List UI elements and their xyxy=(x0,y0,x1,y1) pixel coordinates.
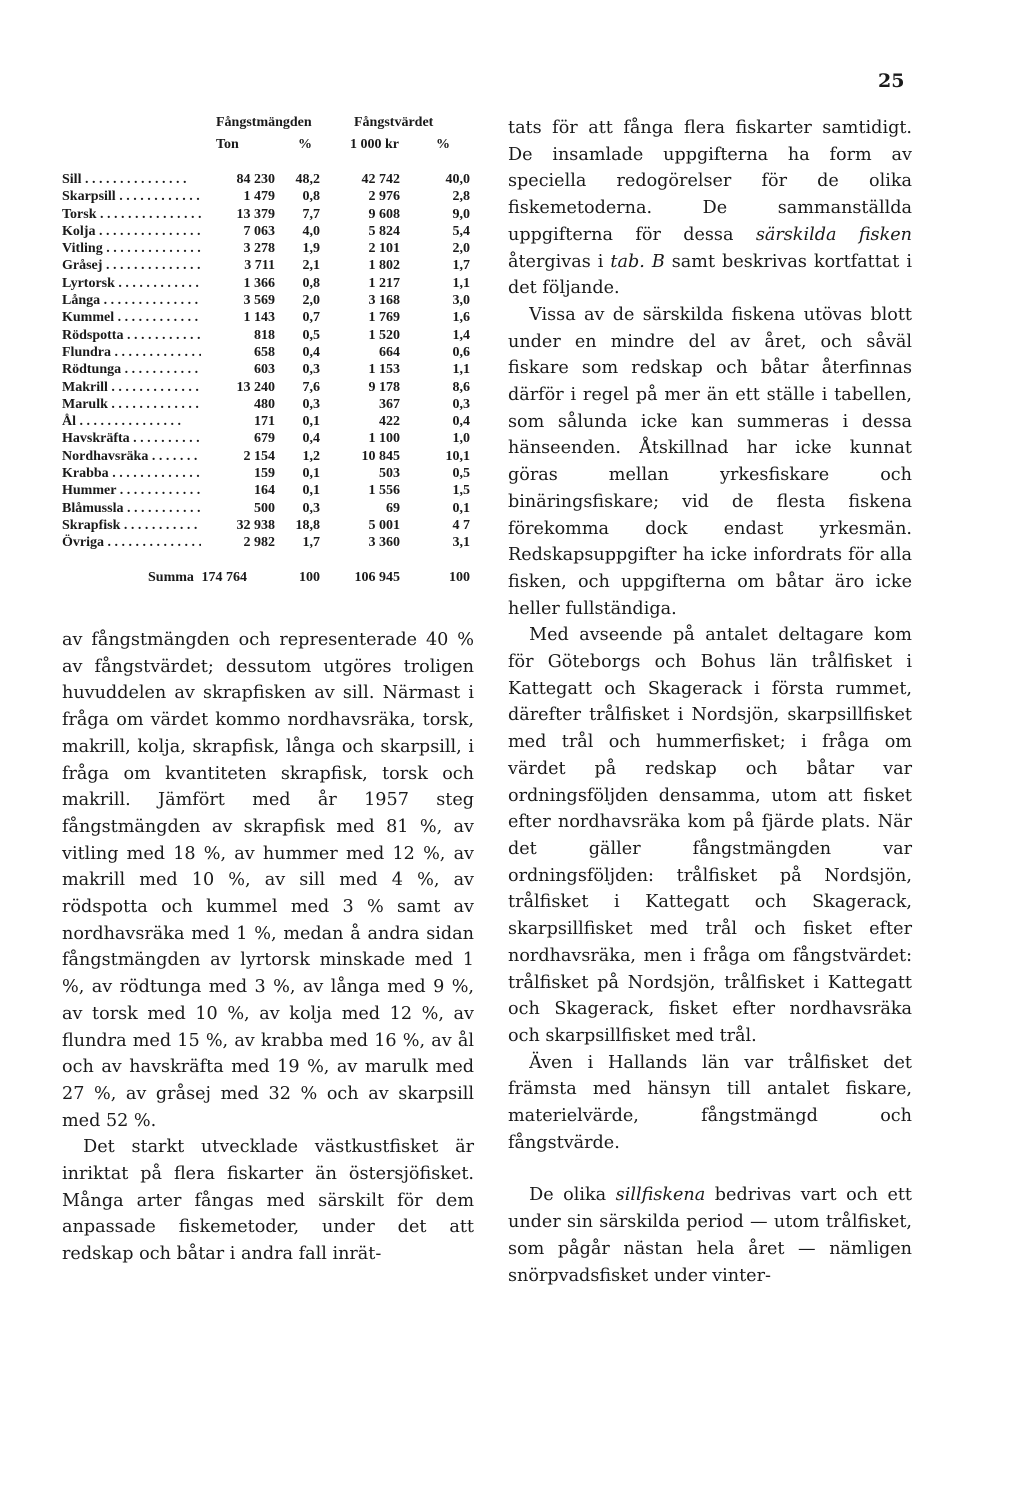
species-name: Torsk . . . xyxy=(62,206,202,223)
catch-ton: 32 938 xyxy=(201,517,275,534)
catch-ton: 3 278 xyxy=(201,240,275,257)
value-percent: 0,4 xyxy=(452,414,470,430)
table-row xyxy=(62,344,470,361)
value-percent: 40,0 xyxy=(445,172,470,187)
catch-ton: 2 154 xyxy=(201,448,275,465)
value-percent: 1,1 xyxy=(452,362,470,378)
species-name: Övriga . . . xyxy=(62,534,202,551)
value-thousand-kr: 1 520 xyxy=(368,327,400,343)
catch-ton: 1 479 xyxy=(201,188,275,205)
value-percent: 0,5 xyxy=(452,466,470,482)
catch-percent: 0,3 xyxy=(302,362,320,378)
header-catch-amount: Fångstmängden xyxy=(216,115,312,130)
species-name: Långa . . . xyxy=(62,292,202,309)
right-text-column xyxy=(508,115,912,1289)
sum-percent-value: 100 xyxy=(449,569,470,585)
paragraph: av fångstmängden och representerade 40 % av fångstvärdet; dessutom utgöres troligen huvuddelen av skrapfisken av sill. Närmast i fråga om värdet kommo nordhavsräka, torsk, makrill, kolja, skrapfisk, långa och skarpsill, i fråga om kvantiteten skrapfisk, torsk och makrill. Jämfört med år 1957 steg fångstmängden av skrapfisk med 81 %, av vitling med 18 %, av hummer med 12 %, av makrill med 10 %, av sill med 4 %, av rödspotta och kummel med 3 % samt av nordhavsräka med 1 %, medan å andra sidan fångstmängden av lyrtorsk minskade med 1 %, av rödtunga med 3 %, av långa med 9 %, av torsk med 10 %, av kolja med 12 %, av flundra med 15 %, av krabba med 16 %, av ål och av havskräfta med 19 %, av marulk med 27 %, av gråsej med 32 % och av skarpsill med 52 %. xyxy=(62,630,474,1131)
paragraph xyxy=(508,115,912,302)
catch-percent: 0,7 xyxy=(302,310,320,326)
value-percent: 3,1 xyxy=(452,535,470,551)
value-thousand-kr: 3 360 xyxy=(368,535,400,551)
catch-ton: 13 379 xyxy=(201,206,275,223)
species-name: Nordhavsräka . . . xyxy=(62,448,202,465)
species-name: Kolja . . . xyxy=(62,223,202,240)
species-name: Sill . . . xyxy=(62,171,202,188)
table-row xyxy=(62,171,470,188)
species-name: Rödspotta . . . xyxy=(62,327,202,344)
value-thousand-kr: 1 217 xyxy=(368,275,400,291)
catch-percent: 0,4 xyxy=(302,344,320,360)
species-name: Skarpsill . . . xyxy=(62,188,202,205)
catch-percent: 1,9 xyxy=(302,241,320,257)
value-percent: 2,8 xyxy=(452,189,470,205)
value-percent: 0,6 xyxy=(452,344,470,360)
species-name: Havskräfta . . . xyxy=(62,430,202,447)
catch-percent: 1,7 xyxy=(302,535,320,551)
table-row xyxy=(62,517,470,534)
table-sum-row xyxy=(62,570,470,590)
value-thousand-kr: 1 769 xyxy=(368,310,400,326)
species-name: Krabba . . . xyxy=(62,465,202,482)
table-row xyxy=(62,327,470,344)
catch-percent: 18,8 xyxy=(295,517,320,533)
table-row xyxy=(62,257,470,274)
table-row xyxy=(62,448,470,465)
italic-term: särskilda fisken xyxy=(755,224,912,245)
catch-ton: 13 240 xyxy=(201,379,275,396)
header-percent-amount: % xyxy=(298,137,312,152)
header-ton: Ton xyxy=(216,137,239,152)
table-row xyxy=(62,379,470,396)
catch-ton: 500 xyxy=(201,500,275,517)
catch-ton: 1 366 xyxy=(201,275,275,292)
catch-percent: 0,1 xyxy=(302,414,320,430)
header-percent-value: % xyxy=(436,137,450,152)
species-name: Vitling . . . xyxy=(62,240,202,257)
catch-percent: 0,8 xyxy=(302,275,320,291)
catch-percent: 0,4 xyxy=(302,431,320,447)
catch-ton: 164 xyxy=(201,482,275,499)
catch-ton: 171 xyxy=(201,413,275,430)
value-percent: 1,6 xyxy=(452,310,470,326)
species-name: Rödtunga . . . xyxy=(62,361,202,378)
catch-ton: 603 xyxy=(201,361,275,378)
sum-label: Summa xyxy=(148,569,194,585)
value-percent: 10,1 xyxy=(445,448,470,464)
catch-ton: 1 143 xyxy=(201,309,275,326)
catch-percent: 2,0 xyxy=(302,293,320,309)
value-thousand-kr: 10 845 xyxy=(361,448,400,464)
table-header-units xyxy=(62,137,470,159)
catch-percent: 0,1 xyxy=(302,466,320,482)
sum-percent-amount: 100 xyxy=(299,569,320,585)
value-thousand-kr: 422 xyxy=(379,414,400,430)
species-name: Gråsej . . . xyxy=(62,257,202,274)
catch-ton: 84 230 xyxy=(201,171,275,188)
value-thousand-kr: 367 xyxy=(379,396,400,412)
value-thousand-kr: 503 xyxy=(379,466,400,482)
table-row xyxy=(62,430,470,447)
value-thousand-kr: 2 976 xyxy=(368,189,400,205)
catch-percent: 4,0 xyxy=(302,223,320,239)
catch-percent: 2,1 xyxy=(302,258,320,274)
catch-percent: 1,2 xyxy=(302,448,320,464)
table-row xyxy=(62,534,470,551)
italic-term: tab. B xyxy=(610,251,665,272)
value-thousand-kr: 42 742 xyxy=(361,172,400,187)
left-text-column xyxy=(62,627,474,1268)
value-thousand-kr: 1 802 xyxy=(368,258,400,274)
species-name: Skrapfisk . . . xyxy=(62,517,202,534)
catch-percent: 48,2 xyxy=(295,172,320,187)
species-name: Ål . . . xyxy=(62,413,202,430)
value-thousand-kr: 5 824 xyxy=(368,223,400,239)
catch-ton: 2 982 xyxy=(201,534,275,551)
species-name: Makrill . . . xyxy=(62,379,202,396)
value-thousand-kr: 3 168 xyxy=(368,293,400,309)
value-percent: 1,0 xyxy=(452,431,470,447)
paragraph: Med avseende på antalet deltagare kom för Göteborgs och Bohus län trålfisket i Kattegatt och Skagerack i första rummet, därefter trålfisket i Nordsjön, skarpsillfisket med trål och hummerfisket; i fråga om värdet på redskap och båtar var ordningsföljden densamma, utom att fisket efter nordhavsräka kom på fjärde plats. När det gäller fångstmängden var ordningsföljden: trålfisket på Nordsjön, trålfisket i Kattegatt och Skagerack, skarpsillfisket med trål och fisket efter nordhavsräka, men i fråga om fångstvärdet: trålfisket på Nordsjön, trålfisket i Kattegatt och Skagerack, fisket efter nordhavsräka och skarpsillfisket med trål. xyxy=(508,625,912,1046)
paragraph xyxy=(508,1182,912,1289)
value-percent: 4 7 xyxy=(452,517,470,533)
header-catch-value: Fångstvärdet xyxy=(354,115,434,130)
table-row xyxy=(62,361,470,378)
catch-table xyxy=(62,115,470,590)
value-thousand-kr: 9 608 xyxy=(368,206,400,222)
species-name: Hummer . . . xyxy=(62,482,202,499)
header-thousand-kr: 1 000 kr xyxy=(350,137,399,152)
catch-ton: 480 xyxy=(201,396,275,413)
species-name: Lyrtorsk . . . xyxy=(62,275,202,292)
paragraph: Det starkt utvecklade västkustfisket är inriktat på flera fiskarter än östersjöfisket. Många arter fångas med särskilt för dem anpassade fiskemetoder, under det att redskap och båtar i andra fall inrät- xyxy=(62,1137,474,1265)
value-thousand-kr: 69 xyxy=(386,500,400,516)
table-row xyxy=(62,396,470,413)
value-percent: 1,5 xyxy=(452,483,470,499)
page-number: 25 xyxy=(878,70,905,92)
table-row xyxy=(62,500,470,517)
value-percent: 0,1 xyxy=(452,500,470,516)
table-row xyxy=(62,223,470,240)
text-run: tats för att fånga flera fiskarter samtidigt. De insamlade uppgifterna ha form av speciella redogörelser för de olika fiskemetoderna. De sammanställda uppgifterna för dessa xyxy=(508,118,912,245)
value-percent: 3,0 xyxy=(452,293,470,309)
value-thousand-kr: 664 xyxy=(379,344,400,360)
table-row xyxy=(62,292,470,309)
text-run: återgivas i xyxy=(508,251,611,272)
value-percent: 1,1 xyxy=(452,275,470,291)
text-run: De olika xyxy=(529,1185,616,1206)
value-percent: 2,0 xyxy=(452,241,470,257)
catch-percent: 0,3 xyxy=(302,396,320,412)
value-percent: 8,6 xyxy=(452,379,470,395)
catch-percent: 7,7 xyxy=(302,206,320,222)
value-thousand-kr: 9 178 xyxy=(368,379,400,395)
value-percent: 9,0 xyxy=(452,206,470,222)
catch-ton: 679 xyxy=(201,430,275,447)
species-name: Flundra . . . xyxy=(62,344,202,361)
text-run: bedrivas vart och ett under sin särskilda period — utom trålfisket, som pågår nästan hela året — nämligen snörpvadsfisket under vinter- xyxy=(508,1185,912,1286)
italic-term: sillfiskena xyxy=(615,1185,706,1206)
table-row xyxy=(62,275,470,292)
table-header-groups xyxy=(62,115,470,137)
table-row xyxy=(62,206,470,223)
catch-percent: 0,8 xyxy=(302,189,320,205)
sum-thousand-kr: 106 945 xyxy=(354,569,400,585)
catch-ton: 3 569 xyxy=(201,292,275,309)
value-thousand-kr: 1 100 xyxy=(368,431,400,447)
value-thousand-kr: 1 556 xyxy=(368,483,400,499)
catch-percent: 0,5 xyxy=(302,327,320,343)
table-row xyxy=(62,413,470,430)
table-row xyxy=(62,188,470,205)
table-row xyxy=(62,240,470,257)
value-percent: 1,7 xyxy=(452,258,470,274)
catch-percent: 7,6 xyxy=(302,379,320,395)
table-row xyxy=(62,482,470,499)
catch-percent: 0,1 xyxy=(302,483,320,499)
species-name: Blåmussla . . . xyxy=(62,500,202,517)
catch-ton: 159 xyxy=(201,465,275,482)
value-percent: 5,4 xyxy=(452,223,470,239)
text-run: samt beskrivas kortfattat i det följande. xyxy=(508,251,912,299)
catch-ton: 3 711 xyxy=(201,257,275,274)
value-percent: 1,4 xyxy=(452,327,470,343)
catch-ton: 7 063 xyxy=(201,223,275,240)
species-name: Marulk . . . xyxy=(62,396,202,413)
value-percent: 0,3 xyxy=(452,396,470,412)
species-name: Kummel . . . xyxy=(62,309,202,326)
catch-ton: 658 xyxy=(201,344,275,361)
table-row xyxy=(62,465,470,482)
catch-ton: 818 xyxy=(201,327,275,344)
value-thousand-kr: 2 101 xyxy=(368,241,400,257)
value-thousand-kr: 5 001 xyxy=(368,517,400,533)
value-thousand-kr: 1 153 xyxy=(368,362,400,378)
table-row xyxy=(62,309,470,326)
table-body xyxy=(62,171,470,552)
paragraph: Även i Hallands län var trålfisket det främsta med hänsyn till antalet fiskare, materielvärde, fångstmängd och fångstvärde. xyxy=(508,1052,912,1153)
paragraph: Vissa av de särskilda fiskena utövas blott under en mindre del av året, och såväl fiskare som redskap och båtar återfinnas därför i regel på mer än ett ställe i tabellen, som sålunda icke kan summeras i dessa hänseenden. Åtskillnad har icke kunnat göras mellan yrkesfiskare och binäringsfiskare; vid de flesta fiskena förekomma dock endast yrkesmän. Redskapsuppgifter ha icke infordrats för alla fisken, och uppgifterna om båtar äro icke heller fullständiga. xyxy=(508,304,912,619)
catch-percent: 0,3 xyxy=(302,500,320,516)
sum-ton: 174 764 xyxy=(201,569,247,585)
